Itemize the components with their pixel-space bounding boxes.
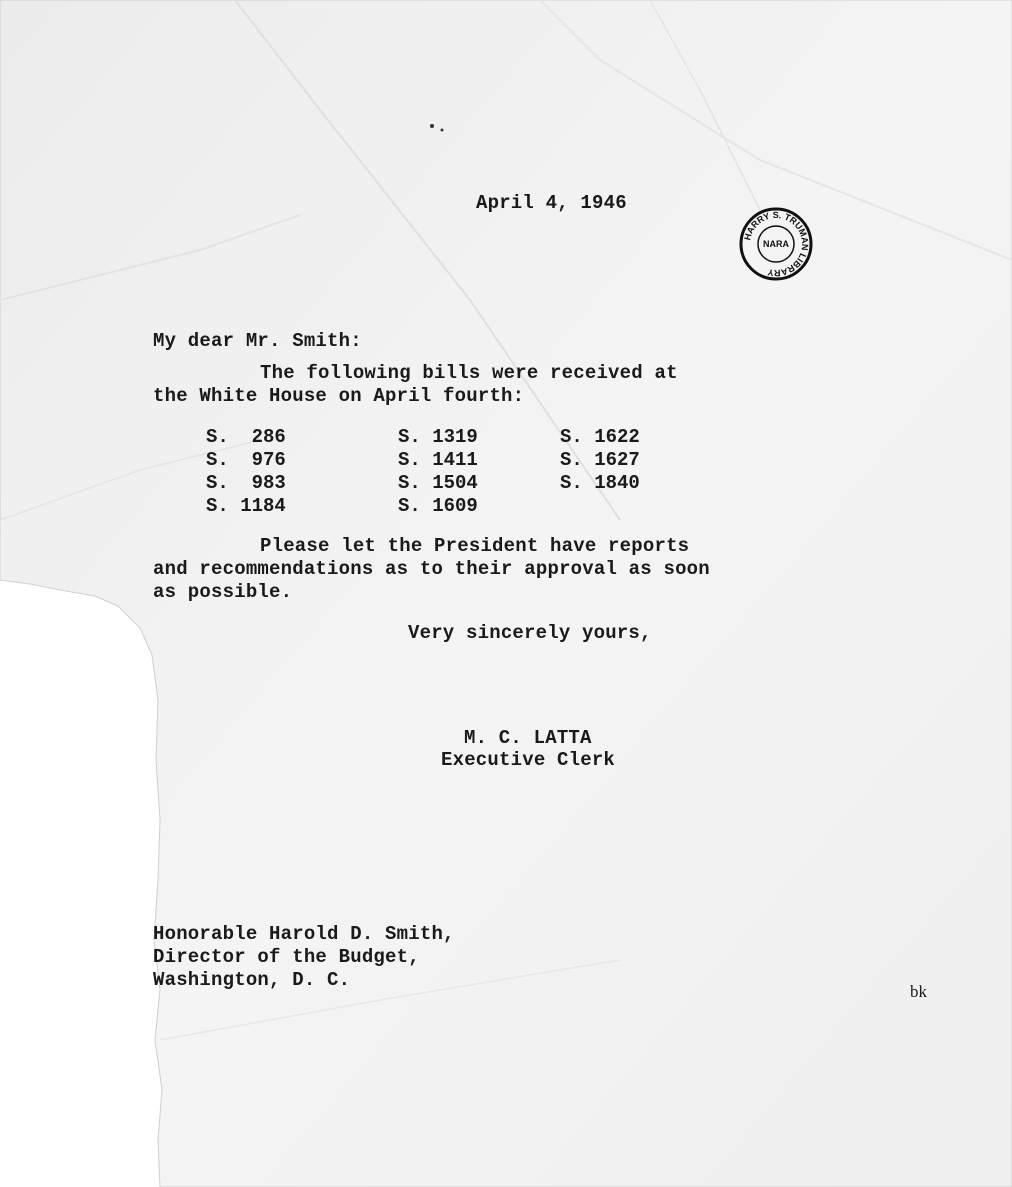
paragraph-2-line-2: and recommendations as to their approval as soon — [153, 558, 710, 580]
addressee-line-2: Director of the Budget, — [153, 946, 420, 968]
addressee-line-1: Honorable Harold D. Smith, — [153, 923, 455, 945]
addressee-line-3: Washington, D. C. — [153, 969, 351, 991]
bill-number: S. 1411 — [398, 449, 478, 471]
bill-number: S. 1627 — [560, 449, 640, 471]
bill-number: S. 1319 — [398, 426, 478, 448]
salutation: My dear Mr. Smith: — [153, 330, 362, 352]
bill-number: S. 1609 — [398, 495, 478, 517]
bill-number: S. 1504 — [398, 472, 478, 494]
signer-name: M. C. LATTA — [464, 727, 592, 749]
bill-number: S. 286 — [206, 426, 286, 448]
closing: Very sincerely yours, — [408, 622, 652, 644]
paragraph-1-line-2: the White House on April fourth: — [153, 385, 525, 407]
bill-number — [560, 495, 670, 518]
bill-number: S. 1184 — [206, 495, 286, 517]
svg-text:HARRY S. TRUMAN LIBRARY: HARRY S. TRUMAN LIBRARY — [742, 209, 811, 279]
paragraph-2-line-3: as possible. — [153, 581, 293, 603]
bills-list — [206, 426, 666, 518]
bill-number: S. 983 — [206, 472, 286, 494]
signer-title: Executive Clerk — [441, 749, 616, 771]
bill-number: S. 976 — [206, 449, 286, 471]
paragraph-2-line-1: Please let the President have reports — [260, 535, 690, 557]
bill-number: S. 1840 — [560, 472, 640, 494]
svg-text:NARA: NARA — [763, 239, 789, 249]
letter-date: April 4, 1946 — [476, 192, 627, 214]
truman-library-stamp-icon — [738, 206, 814, 282]
paragraph-1-line-1: The following bills were received at — [260, 362, 678, 384]
typist-initials: bk — [910, 982, 927, 1001]
bill-number: S. 1622 — [560, 426, 640, 448]
